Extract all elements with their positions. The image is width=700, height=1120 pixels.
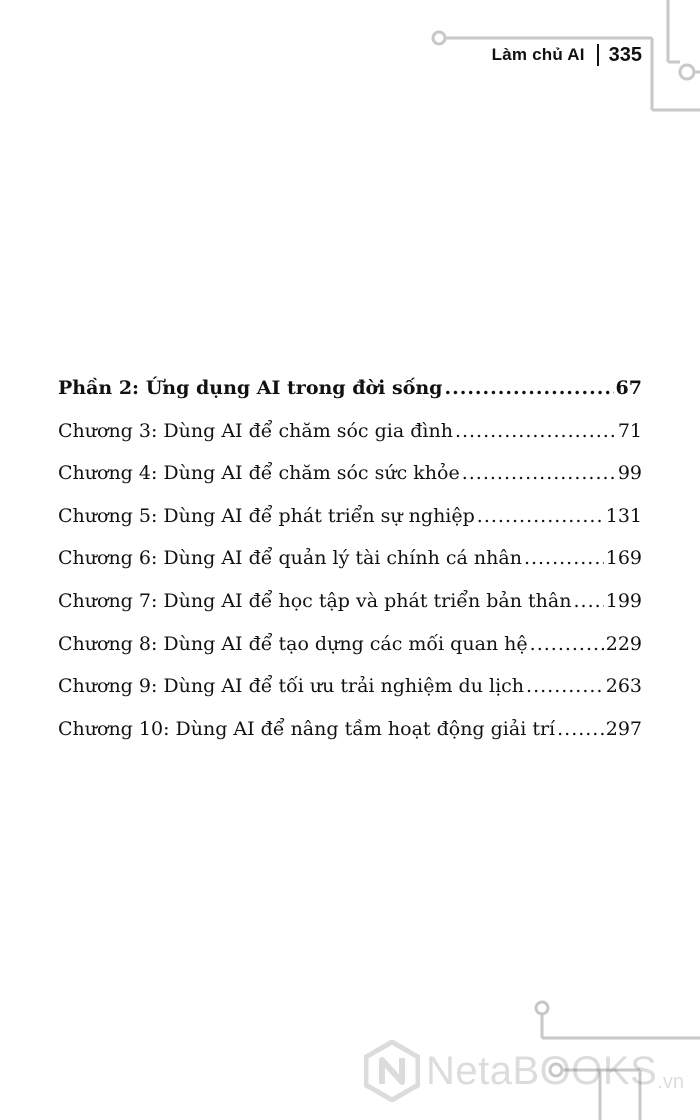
- toc-leader-dots: [455, 420, 616, 442]
- toc-entry-page: 263: [605, 675, 642, 698]
- toc-entry-page: 71: [617, 419, 642, 442]
- toc-entry-label: Chương 6: Dùng AI để quản lý tài chính cá nhân: [58, 547, 522, 570]
- toc-entry-label: Chương 10: Dùng AI để nâng tầm hoạt động giải trí: [58, 717, 556, 740]
- toc-entry-page: 131: [605, 504, 642, 527]
- toc-entry-page: 169: [605, 547, 642, 570]
- toc-entry-label: Chương 5: Dùng AI để phát triển sự nghiệp: [58, 504, 475, 527]
- toc-entry-label: Chương 8: Dùng AI để tạo dựng các mối quan hệ: [58, 632, 528, 655]
- watermark-text: NetaBOOKS: [426, 1048, 658, 1093]
- toc-entry-label: Chương 9: Dùng AI để tối ưu trải nghiệm du lịch: [58, 675, 525, 698]
- toc-entry-label: Chương 3: Dùng AI để chăm sóc gia đình: [58, 419, 453, 442]
- toc-leader-dots: [524, 547, 604, 569]
- toc-entry-page: 199: [605, 589, 642, 612]
- page-number: 335: [608, 43, 642, 66]
- toc-entry-chapter-6[interactable]: [58, 547, 642, 590]
- toc-leader-dots: [526, 675, 604, 697]
- toc-entry-page: 297: [605, 717, 642, 740]
- toc-leader-dots: [444, 377, 613, 399]
- toc-leader-dots: [530, 633, 604, 655]
- watermark-suffix: .vn: [657, 1071, 684, 1093]
- toc-entry-label: Chương 4: Dùng AI để chăm sóc sức khỏe: [58, 462, 460, 485]
- running-header: [492, 42, 642, 68]
- book-title: Làm chủ AI: [491, 45, 585, 64]
- toc-entry-page: 67: [615, 377, 642, 399]
- toc-entry-chapter-3[interactable]: [58, 420, 642, 463]
- table-of-contents: [58, 377, 642, 760]
- toc-entry-chapter-9[interactable]: [58, 675, 642, 718]
- toc-entry-chapter-7[interactable]: [58, 590, 642, 633]
- toc-entry-chapter-8[interactable]: [58, 633, 642, 676]
- toc-entry-chapter-10[interactable]: [58, 718, 642, 761]
- toc-entry-label: Phần 2: Ứng dụng AI trong đời sống: [58, 377, 443, 399]
- toc-entry-chapter-4[interactable]: [58, 462, 642, 505]
- hexagon-n-logo-icon: [364, 1040, 420, 1102]
- toc-leader-dots: [557, 718, 604, 740]
- toc-entry-part-2[interactable]: [58, 377, 642, 420]
- toc-entry-page: 99: [617, 462, 642, 485]
- toc-leader-dots: [573, 590, 603, 612]
- toc-entry-chapter-5[interactable]: [58, 505, 642, 548]
- toc-leader-dots: [477, 505, 604, 527]
- header-divider: [597, 44, 599, 66]
- toc-entry-page: 229: [605, 632, 642, 655]
- toc-leader-dots: [462, 462, 616, 484]
- netabooks-watermark: [364, 1040, 684, 1102]
- toc-entry-label: Chương 7: Dùng AI để học tập và phát triển bản thân: [58, 589, 572, 612]
